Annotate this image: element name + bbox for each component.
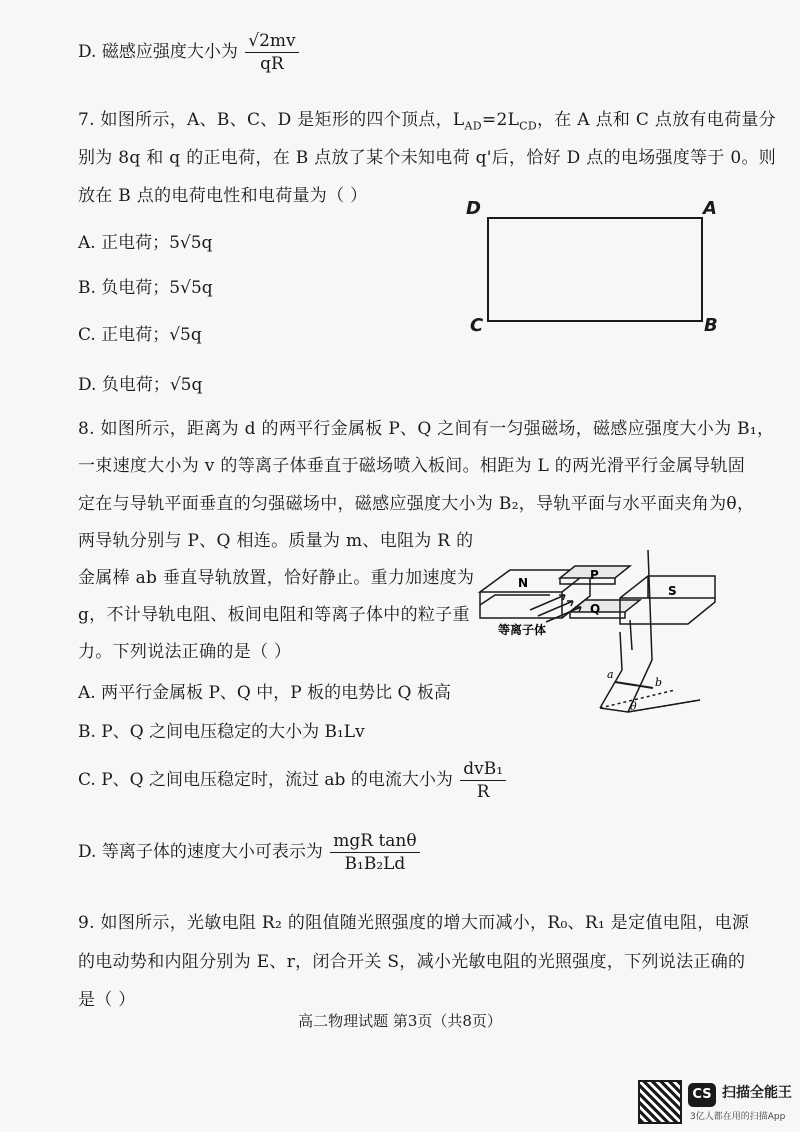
q8-option-c: [78, 758, 506, 803]
q8-line-7: 力。下列说法正确的是（ ）: [78, 642, 292, 662]
q6-option-d: [78, 30, 299, 75]
fraction-numerator: mgR tanθ: [330, 830, 419, 853]
q8-line-1: 8. 如图所示，距离为 d 的两平行金属板 P、Q 之间有一匀强磁场，磁感应强度大小为 B₁，: [78, 419, 775, 439]
q7-option-a: A. 正电荷；5√5q: [78, 233, 213, 253]
q8-option-c-fraction: [460, 758, 506, 803]
q8-option-d: [78, 830, 420, 875]
scanner-tagline: 3亿人都在用的扫描App: [690, 1112, 786, 1122]
q9-line-1: 9. 如图所示，光敏电阻 R₂ 的阻值随光照强度的增大而减小，R₀、R₁ 是定值电阻，电源: [78, 913, 750, 933]
q8-option-d-text: D. 等离子体的速度大小可表示为: [78, 842, 323, 862]
scanner-logo: CS: [688, 1083, 716, 1107]
q8-line-5: 金属棒 ab 垂直导轨放置，恰好静止。重力加速度为: [78, 568, 475, 588]
fraction-numerator: √2mv: [245, 30, 298, 53]
q8-line-2: 一束速度大小为 v 的等离子体垂直于磁场喷入板间。相距为 L 的两光滑平行金属导轨固: [78, 456, 746, 476]
q7-option-c: C. 正电荷；√5q: [78, 325, 202, 345]
q8-option-d-fraction: [330, 830, 419, 875]
plasma-generator-diagram: [470, 540, 720, 720]
rod-end-b-label: b: [655, 676, 663, 689]
qr-code-icon: [638, 1080, 682, 1124]
q8-line-4: 两导轨分别与 P、Q 相连。质量为 m、电阻为 R 的: [78, 531, 474, 551]
plate-p-label: P: [590, 568, 599, 582]
plasma-label: 等离子体: [498, 623, 547, 637]
rod-end-a-label: a: [607, 668, 614, 681]
angle-theta-label: θ: [630, 700, 637, 713]
fraction-denominator: qR: [260, 54, 284, 74]
q7-line-2: 别为 8q 和 q 的正电荷，在 B 点放了某个未知电荷 q'后，恰好 D 点的电场强度等于 0。则: [78, 148, 777, 168]
q6-option-d-text: D. 磁感应强度大小为: [78, 42, 238, 62]
fraction-numerator: dvB₁: [460, 758, 506, 781]
vertex-label-c: C: [470, 315, 484, 336]
q9-line-2: 的电动势和内阻分别为 E、r，闭合开关 S，减小光敏电阻的光照强度，下列说法正确的: [78, 952, 746, 972]
q7-line-1: 7. 如图所示，A、B、C、D 是矩形的四个顶点，$L_{AD}=2L_{CD}$，在 A 点和 C 点放有电荷量分: [78, 110, 776, 133]
magnet-n-label: N: [518, 576, 529, 590]
vertex-label-d: D: [466, 198, 481, 219]
q7-option-b: B. 负电荷；5√5q: [78, 278, 213, 298]
q6-option-d-fraction: [245, 30, 298, 75]
q8-option-c-text: C. P、Q 之间电压稳定时，流过 ab 的电流大小为: [78, 770, 453, 790]
q7-line-3: 放在 B 点的电荷电性和电荷量为（ ）: [78, 186, 368, 206]
plate-q-label: Q: [590, 602, 601, 616]
vertex-label-a: A: [703, 198, 717, 219]
q9-line-3: 是（ ）: [78, 990, 136, 1010]
page-footer: 高二物理试题 第3页（共8页）: [298, 1012, 502, 1030]
fraction-denominator: R: [476, 782, 490, 802]
q7-option-d: D. 负电荷；√5q: [78, 375, 203, 395]
fraction-denominator: B₁B₂Ld: [344, 854, 406, 874]
rectangle-diagram: [487, 217, 703, 322]
magnet-s-label: S: [668, 584, 677, 598]
vertex-label-b: B: [704, 315, 718, 336]
q8-line-6: g，不计导轨电阻、板间电阻和等离子体中的粒子重: [78, 605, 470, 625]
scanner-app-name: 扫描全能王: [722, 1085, 792, 1101]
q8-option-a: A. 两平行金属板 P、Q 中，P 板的电势比 Q 板高: [78, 683, 451, 703]
q8-line-3: 定在与导轨平面垂直的匀强磁场中，磁感应强度大小为 B₂，导轨平面与水平面夹角为θ，: [78, 494, 755, 514]
q8-option-b: B. P、Q 之间电压稳定的大小为 B₁Lv: [78, 722, 365, 742]
